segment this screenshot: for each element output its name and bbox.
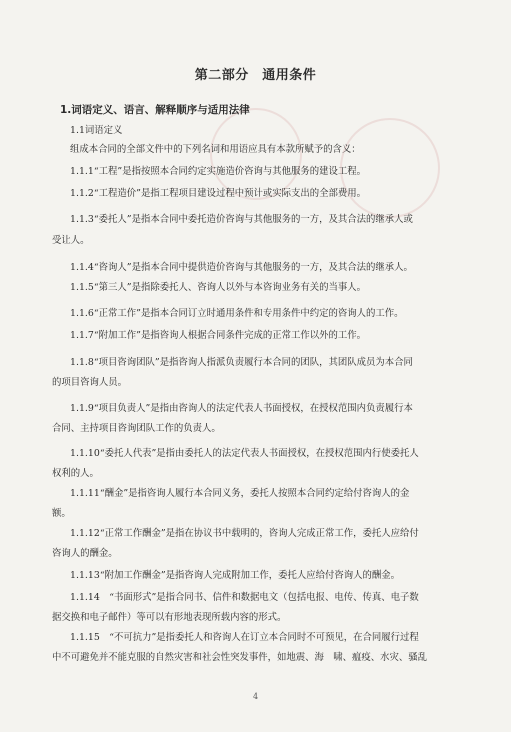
page-number: 4	[252, 692, 259, 701]
paragraph-line: 受让人。	[52, 235, 90, 246]
paragraph-line: 1.1.5“第三人”是指除委托人、咨询人以外与本咨询业务有关的当事人。	[70, 282, 366, 293]
subsection-heading: 1.1词语定义	[70, 125, 123, 136]
paragraph-line: 1.1.10“委托人代表”是指由委托人的法定代表人书面授权，在授权范围内行使委托人	[70, 448, 419, 459]
paragraph-line: 组成本合同的全部文件中的下列名词和用语应具有本款所赋予的含义：	[70, 144, 361, 155]
paragraph-line: 的项目咨询人员。	[52, 377, 128, 388]
paragraph-line: 据交换和电子邮件）等可以有形地表现所载内容的形式。	[52, 612, 287, 623]
paragraph-line: 权利的人。	[52, 468, 99, 479]
paragraph-line: 1.1.8“项目咨询团队”是指咨询人指派负责履行本合同的团队，其团队成员为本合同	[70, 357, 413, 368]
paragraph-line: 合同、主持项目咨询团队工作的负责人。	[52, 423, 221, 434]
paragraph-line: 1.1.14 “书面形式”是指合同书、信件和数据电文（包括电报、电传、传真、电子数	[70, 592, 419, 603]
paragraph-line: 中不可避免并不能克服的自然灾害和社会性突发事件，如地震、海 啸、瘟疫、水灾、骚乱	[52, 652, 428, 663]
paragraph-line: 1.1.3“委托人”是指本合同中委托造价咨询与其他服务的一方，及其合法的继承人或	[70, 214, 413, 225]
paragraph-line: 1.1.4“咨询人”是指本合同中提供造价咨询与其他服务的一方，及其合法的继承人。	[70, 262, 413, 273]
paragraph-line: 额。	[52, 508, 71, 519]
paragraph-line: 1.1.13“附加工作酬金”是指咨询人完成附加工作，委托人应给付咨询人的酬金。	[70, 570, 401, 581]
paragraph-line: 1.1.15 “不可抗力”是指委托人和咨询人在订立本合同时不可预见，在合同履行过程	[70, 632, 419, 643]
paragraph-line: 1.1.2“工程造价”是指工程项目建设过程中预计或实际支出的全部费用。	[70, 188, 366, 199]
paragraph-line: 1.1.9“项目负责人”是指由咨询人的法定代表人书面授权，在授权范围内负责履行本	[70, 403, 413, 414]
paragraph-line: 1.1.1“工程”是指按照本合同约定实施造价咨询与其他服务的建设工程。	[70, 166, 366, 177]
paragraph-line: 1.1.6“正常工作”是指本合同订立时通用条件和专用条件中约定的咨询人的工作。	[70, 308, 404, 319]
section-heading: 1.词语定义、语言、解释顺序与适用法律	[60, 104, 250, 116]
paragraph-line: 1.1.11“酬金”是指咨询人履行本合同义务，委托人按照本合同约定给付咨询人的金	[70, 488, 410, 499]
paragraph-line: 1.1.12“正常工作酬金”是指在协议书中载明的，咨询人完成正常工作，委托人应给付	[70, 528, 419, 539]
page-title: 第二部分 通用条件	[194, 68, 317, 83]
paragraph-line: 咨询人的酬金。	[52, 548, 118, 559]
paragraph-line: 1.1.7“附加工作”是指咨询人根据合同条件完成的正常工作以外的工作。	[70, 330, 366, 341]
